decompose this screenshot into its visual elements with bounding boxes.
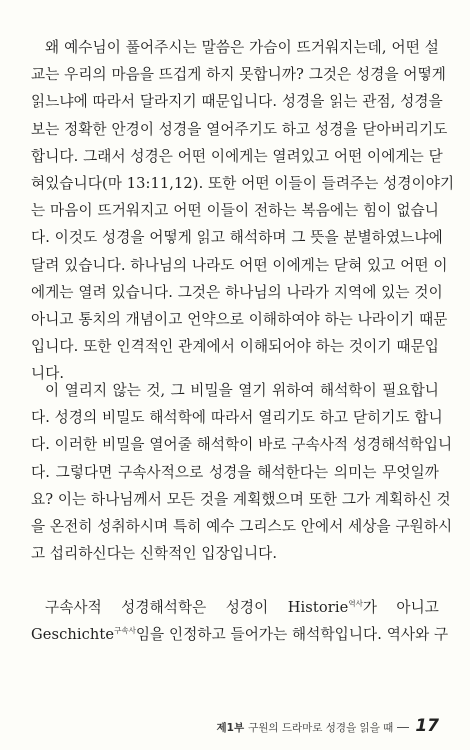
text-line: 에게는 열려 있습니다. 그것은 하나님의 나라가 지역에 있는 것이: [31, 283, 443, 301]
footer-divider: [397, 727, 409, 728]
text-line: 다. 이러한 비밀을 열어줄 해석학이 바로 구속사적 성경해석학입니: [31, 436, 453, 454]
text-line: 혀있습니다(마 13:11,12). 또한 어떤 이들이 들려주는 성경이야기: [31, 174, 455, 192]
text-line: 요? 이는 하나님께서 모든 것을 계획했으며 또한 그가 계획하신 것: [31, 490, 451, 508]
text-line: 입니다. 또한 인격적인 관계에서 이해되어야 하는 것이기 때문입: [31, 338, 439, 356]
text-line: 니다.: [31, 365, 65, 383]
paragraph-3: [31, 590, 449, 644]
text-line: 보는 정확한 안경이 성경을 열어주기도 하고 성경을 닫아버리기도: [31, 120, 448, 138]
superscript-annotation: 역사: [348, 599, 363, 608]
text-line: 는 마음이 뜨거워지고 어떤 이들이 전하는 복음에는 힘이 없습니: [31, 202, 439, 220]
text-line: 교는 우리의 마음을 뜨겁게 하지 못합니까? 그것은 성경을 어떻게: [31, 66, 446, 84]
paragraph-1: [31, 34, 455, 387]
superscript-annotation: 구속사: [114, 626, 136, 636]
paragraph-2: [31, 377, 453, 567]
text-line: 합니다. 그래서 성경은 어떤 이에게는 열려있고 어떤 이에게는 닫: [31, 147, 443, 165]
running-footer: [217, 716, 439, 736]
text-line: 다. 이것도 성경을 어떻게 읽고 해석하며 그 뜻을 분별하였느냐에: [31, 229, 443, 247]
text-line: 다. 그렇다면 구속사적으로 성경을 해석한다는 의미는 무엇일까: [31, 463, 439, 481]
text-line: 고 섭리하신다는 신학적인 입장입니다.: [31, 545, 278, 563]
text-line: 을 온전히 성취하시며 특히 예수 그리스도 안에서 세상을 구원하시: [31, 517, 453, 535]
footer-chapter-title: 구원의 드라마로 성경을 읽을 때: [248, 722, 394, 734]
text-line: 읽느냐에 따라서 달라지기 때문입니다. 성경을 읽는 관점, 성경을: [31, 93, 443, 111]
text-fragment: Geschichte: [31, 626, 115, 644]
footer-part-label: 제1부: [216, 722, 245, 734]
text-line: [31, 590, 439, 617]
text-fragment: 임을 인정하고 들어가는 해석학입니다. 역사와 구: [135, 626, 449, 644]
page-number: 17: [415, 716, 439, 736]
text-fragment: 가 아니고: [362, 599, 439, 616]
text-fragment: 구속사적 성경해석학은 성경이 Historie: [45, 599, 349, 616]
text-line: 아니고 통치의 개념이고 언약으로 이해하여야 하는 나라이기 때문: [31, 310, 448, 328]
text-line: 달려 있습니다. 하나님의 나라도 어떤 이에게는 닫혀 있고 어떤 이: [31, 256, 448, 274]
text-line: 왜 예수님이 풀어주시는 말씀은 가슴이 뜨거워지는데, 어떤 설: [45, 39, 439, 56]
text-line: 이 열리지 않는 것, 그 비밀을 열기 위하여 해석학이 필요합니: [45, 382, 439, 399]
text-line: [31, 617, 449, 644]
text-line: 다. 성경의 비밀도 해석학에 따라서 열리기도 하고 닫히기도 합니: [31, 409, 443, 427]
